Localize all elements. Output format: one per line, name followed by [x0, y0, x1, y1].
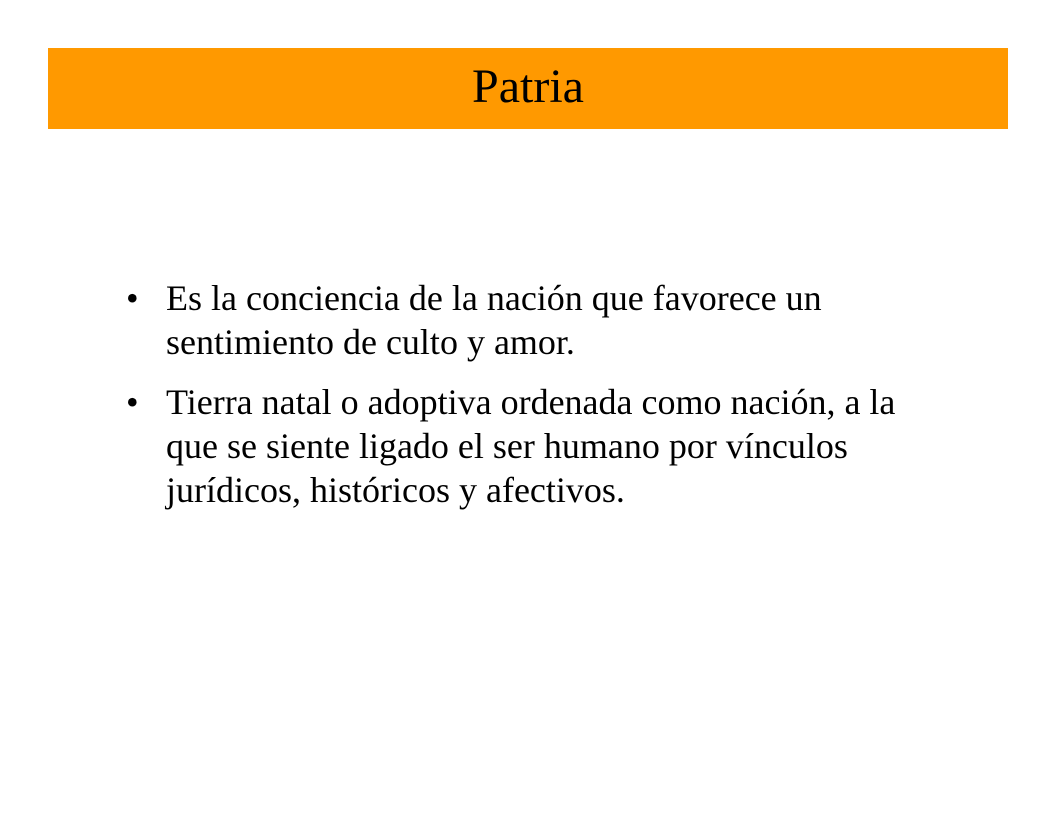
bullet-text: Es la conciencia de la nación que favorece un sentimiento de culto y amor.: [166, 278, 822, 362]
bullet-item: [126, 276, 916, 364]
title-bar: [48, 48, 1008, 129]
bullet-icon: •: [126, 382, 139, 422]
bullet-item: [126, 380, 916, 512]
bullet-list: [126, 276, 916, 528]
bullet-text: Tierra natal o adoptiva ordenada como nación, a la que se siente ligado el ser humano por vínculos jurídicos, históricos y afectivos.: [166, 382, 896, 510]
bullet-icon: •: [126, 278, 139, 318]
slide-title: Patria: [472, 59, 584, 113]
